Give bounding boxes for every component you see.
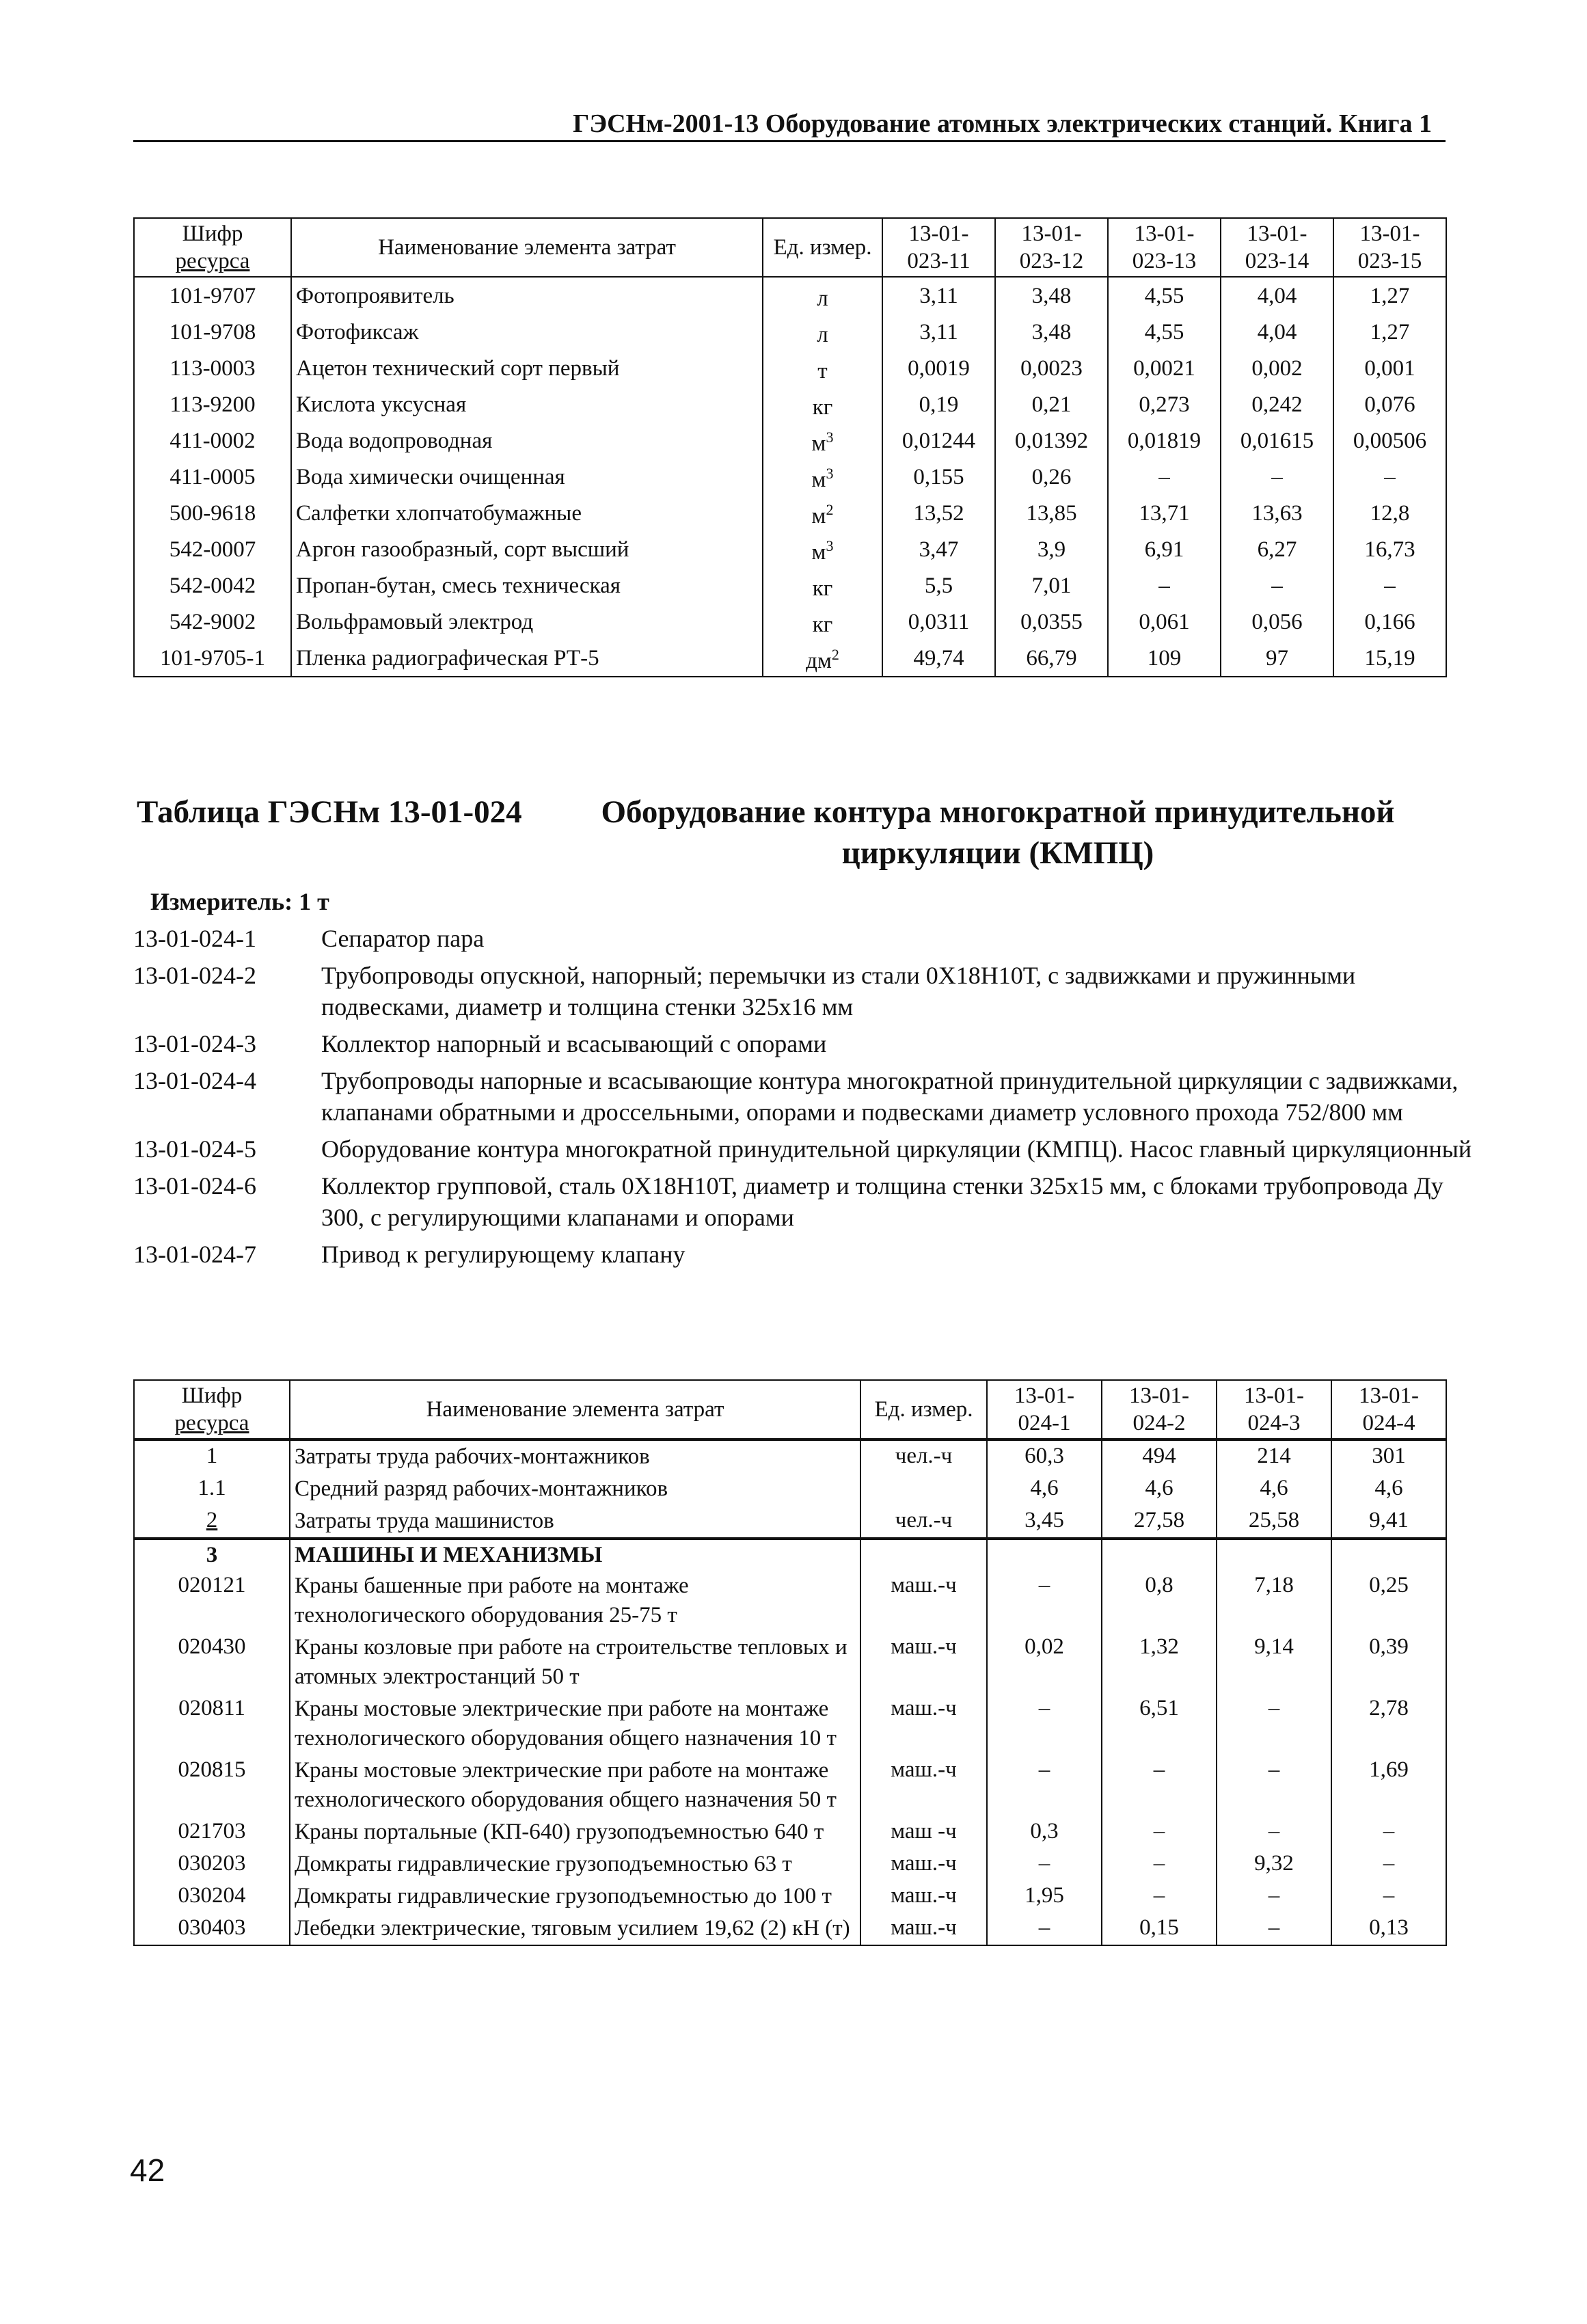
cell-value: – <box>1333 459 1446 495</box>
cell-value: 0,3 <box>987 1816 1102 1848</box>
cell-value: 0,001 <box>1333 350 1446 386</box>
col-header-023-12: 13-01- 023-12 <box>995 218 1108 277</box>
cell-code: 542-0007 <box>134 531 291 567</box>
item-text: Коллектор групповой, сталь 0Х18Н10Т, диаметр и толщина стенки 325х15 мм, с блоками трубопровода Ду 300, с регулирующими клапанами и опорами <box>321 1172 1443 1231</box>
cell-value: 0,273 <box>1108 386 1221 422</box>
table-row <box>134 386 1446 422</box>
cell-value: 27,58 <box>1102 1505 1217 1539</box>
cell-code: 1 <box>134 1440 290 1473</box>
cell-code: 101-9708 <box>134 314 291 350</box>
cell-unit <box>763 277 882 314</box>
cell-value: 13,52 <box>882 495 995 531</box>
cell-value: 0,0021 <box>1108 350 1221 386</box>
cell-unit: маш.-ч <box>860 1755 987 1816</box>
cell-unit <box>763 640 882 677</box>
cell-value: 9,32 <box>1217 1848 1331 1880</box>
item-code: 13-01-024-5 <box>133 1135 256 1163</box>
cell-unit: маш.-ч <box>860 1913 987 1945</box>
item-code: 13-01-024-2 <box>133 962 256 989</box>
cell-value: 0,02 <box>987 1632 1102 1693</box>
cell-value: 25,58 <box>1217 1505 1331 1539</box>
cell-value: – <box>1102 1755 1217 1816</box>
cell-value: 0,0023 <box>995 350 1108 386</box>
cell-value: 0,13 <box>1331 1913 1446 1945</box>
cell-value: 12,8 <box>1333 495 1446 531</box>
cell-unit <box>763 386 882 422</box>
cell-name: Лебедки электрические, тяговым усилием 19,62 (2) кН (т) <box>290 1913 860 1945</box>
cell-name: Пленка радиографическая РТ-5 <box>291 640 763 677</box>
table-row <box>134 567 1446 604</box>
empty-cell <box>987 1539 1102 1570</box>
running-header <box>133 106 1446 142</box>
cell-value: 3,9 <box>995 531 1108 567</box>
cell-value: 0,15 <box>1102 1913 1217 1945</box>
unit-base: м <box>811 540 826 565</box>
cell-value: – <box>1217 1880 1331 1913</box>
item-list <box>133 923 1473 1275</box>
cell-code: 101-9705-1 <box>134 640 291 677</box>
unit-base: л <box>817 286 828 311</box>
cell-value: 0,056 <box>1221 604 1333 640</box>
cell-name: Краны портальные (КП-640) грузоподъемностью 640 т <box>290 1816 860 1848</box>
cell-name: Пропан-бутан, смесь техническая <box>291 567 763 604</box>
resource-table-023 <box>133 217 1447 677</box>
table-row <box>134 1505 1446 1539</box>
cell-value: 6,51 <box>1102 1693 1217 1755</box>
table-row <box>134 1440 1446 1473</box>
cell-code: 030204 <box>134 1880 290 1913</box>
cell-name: Краны мостовые электрические при работе на монтаже технологического оборудования общего назначения 50 т <box>290 1755 860 1816</box>
cell-value: 0,061 <box>1108 604 1221 640</box>
col-header-024-1: 13-01- 024-1 <box>987 1380 1102 1440</box>
cell-value: 5,5 <box>882 567 995 604</box>
unit-base: т <box>817 359 828 383</box>
cell-value: 97 <box>1221 640 1333 677</box>
cell-value: 4,6 <box>1217 1473 1331 1505</box>
table-row <box>134 1473 1446 1505</box>
unit-exponent: 3 <box>826 537 834 554</box>
cell-value: – <box>1331 1816 1446 1848</box>
cell-value: 4,6 <box>987 1473 1102 1505</box>
table-header-row <box>134 1380 1446 1440</box>
cell-unit <box>763 314 882 350</box>
cell-value: – <box>1108 567 1221 604</box>
cell-value: 4,04 <box>1221 314 1333 350</box>
cell-code: 020815 <box>134 1755 290 1816</box>
table-row <box>134 350 1446 386</box>
table-row <box>134 1880 1446 1913</box>
cell-code: 020430 <box>134 1632 290 1693</box>
cell-value: 4,55 <box>1108 277 1221 314</box>
cell-name: Домкраты гидравлические грузоподъемностью до 100 т <box>290 1880 860 1913</box>
cell-value: 0,01244 <box>882 422 995 459</box>
cell-value: 2,78 <box>1331 1693 1446 1755</box>
item-text: Трубопроводы напорные и всасывающие контура многократной принудительной циркуляции с задвижками, клапанами обратными и дроссельными, опорами и подвесками диаметр условного прохода 752/800 мм <box>321 1067 1459 1126</box>
list-item <box>133 1028 1473 1059</box>
unit-exponent: 2 <box>831 646 839 663</box>
cell-value: 0,0355 <box>995 604 1108 640</box>
cell-value: 0,00506 <box>1333 422 1446 459</box>
list-item <box>133 1133 1473 1165</box>
cell-code: 113-0003 <box>134 350 291 386</box>
col-header-023-15: 13-01- 023-15 <box>1333 218 1446 277</box>
empty-cell <box>1102 1539 1217 1570</box>
cell-name: Вода химически очищенная <box>291 459 763 495</box>
unit-exponent: 3 <box>826 429 834 446</box>
col-header-024-4: 13-01- 024-4 <box>1331 1380 1446 1440</box>
cell-value: 3,11 <box>882 277 995 314</box>
col-header-unit: Ед. измер. <box>763 218 882 277</box>
cell-value: 0,242 <box>1221 386 1333 422</box>
cell-value: 0,8 <box>1102 1570 1217 1632</box>
cell-value: – <box>1102 1848 1217 1880</box>
col-header-code: Шифр ресурса <box>134 218 291 277</box>
table-row <box>134 531 1446 567</box>
cell-unit <box>763 495 882 531</box>
cell-name: Фотофиксаж <box>291 314 763 350</box>
cell-unit: маш.-ч <box>860 1880 987 1913</box>
header-title: ГЭСНм-2001-13 Оборудование атомных электрических станций. Книга 1 <box>573 109 1432 138</box>
cell-unit <box>763 604 882 640</box>
cell-value: 3,48 <box>995 277 1108 314</box>
table-row <box>134 1913 1446 1945</box>
table-row <box>134 1570 1446 1632</box>
item-text: Оборудование контура многократной принудительной циркуляции (КМПЦ). Насос главный циркуляционный <box>321 1135 1472 1163</box>
col-header-code: Шифр ресурса <box>134 1380 290 1440</box>
cell-value: 60,3 <box>987 1440 1102 1473</box>
cell-value: 0,0311 <box>882 604 995 640</box>
cell-value: 494 <box>1102 1440 1217 1473</box>
measure-label: Измеритель: <box>150 888 293 915</box>
item-text: Привод к регулирующему клапану <box>321 1241 686 1268</box>
unit-base: кг <box>812 576 833 601</box>
col-header-023-11: 13-01- 023-11 <box>882 218 995 277</box>
cell-value: – <box>987 1848 1102 1880</box>
cell-value: 0,01392 <box>995 422 1108 459</box>
table-row <box>134 422 1446 459</box>
cell-code: 411-0002 <box>134 422 291 459</box>
cell-name: Затраты труда рабочих-монтажников <box>290 1440 860 1473</box>
table-row <box>134 314 1446 350</box>
cell-value: 13,71 <box>1108 495 1221 531</box>
col-header-024-3: 13-01- 024-3 <box>1217 1380 1331 1440</box>
cell-value: 4,04 <box>1221 277 1333 314</box>
cell-code: 542-0042 <box>134 567 291 604</box>
list-item <box>133 1065 1473 1128</box>
col-header-024-2: 13-01- 024-2 <box>1102 1380 1217 1440</box>
cell-unit: маш -ч <box>860 1816 987 1848</box>
item-code: 13-01-024-4 <box>133 1067 256 1094</box>
cell-unit <box>763 459 882 495</box>
cell-value: 6,91 <box>1108 531 1221 567</box>
table-title-text: Оборудование контура многократной принудительной циркуляции (КМПЦ) <box>601 794 1395 871</box>
cell-code: 113-9200 <box>134 386 291 422</box>
section-row <box>134 1539 1446 1570</box>
table-row <box>134 1755 1446 1816</box>
item-code: 13-01-024-3 <box>133 1030 256 1057</box>
cell-value: – <box>1108 459 1221 495</box>
table-title-label: Таблица ГЭСНм 13-01-024 <box>137 794 522 830</box>
empty-cell <box>1331 1539 1446 1570</box>
cell-name: Вольфрамовый электрод <box>291 604 763 640</box>
cell-value: 7,18 <box>1217 1570 1331 1632</box>
table-row <box>134 1632 1446 1693</box>
empty-cell <box>860 1539 987 1570</box>
table-row <box>134 495 1446 531</box>
cell-value: 9,14 <box>1217 1632 1331 1693</box>
table-title <box>137 792 1449 874</box>
item-code: 13-01-024-1 <box>133 925 256 952</box>
cell-name: Салфетки хлопчатобумажные <box>291 495 763 531</box>
cell-value: 4,6 <box>1102 1473 1217 1505</box>
cell-code: 030403 <box>134 1913 290 1945</box>
cell-code: 030203 <box>134 1848 290 1880</box>
cell-value: 1,95 <box>987 1880 1102 1913</box>
col-header-023-14: 13-01- 023-14 <box>1221 218 1333 277</box>
cell-code: 2 <box>134 1505 290 1539</box>
cell-value: – <box>1221 459 1333 495</box>
cell-name: Затраты труда машинистов <box>290 1505 860 1539</box>
cell-value: – <box>987 1755 1102 1816</box>
cell-unit: чел.-ч <box>860 1505 987 1539</box>
cell-value: – <box>1333 567 1446 604</box>
cell-value: 3,11 <box>882 314 995 350</box>
cell-value: – <box>1217 1693 1331 1755</box>
unit-base: кг <box>812 395 833 420</box>
col-header-name: Наименование элемента затрат <box>290 1380 860 1440</box>
cell-unit: чел.-ч <box>860 1440 987 1473</box>
resource-table-024 <box>133 1379 1447 1946</box>
cell-name: Ацетон технический сорт первый <box>291 350 763 386</box>
cell-name: Кислота уксусная <box>291 386 763 422</box>
cell-code: 542-9002 <box>134 604 291 640</box>
cell-value: – <box>1217 1755 1331 1816</box>
cell-unit: маш.-ч <box>860 1693 987 1755</box>
list-item <box>133 1239 1473 1270</box>
cell-value: 0,166 <box>1333 604 1446 640</box>
cell-code: 020811 <box>134 1693 290 1755</box>
cell-value: – <box>987 1570 1102 1632</box>
list-item <box>133 923 1473 954</box>
cell-value: 16,73 <box>1333 531 1446 567</box>
item-code: 13-01-024-7 <box>133 1241 256 1268</box>
cell-value: 13,85 <box>995 495 1108 531</box>
table-row <box>134 277 1446 314</box>
table-row <box>134 640 1446 677</box>
cell-value: 0,002 <box>1221 350 1333 386</box>
cell-value: – <box>1221 567 1333 604</box>
table-row <box>134 459 1446 495</box>
cell-value: 9,41 <box>1331 1505 1446 1539</box>
cell-value: – <box>1217 1816 1331 1848</box>
cell-code: 021703 <box>134 1816 290 1848</box>
unit-base: м <box>811 504 826 528</box>
cell-unit <box>763 567 882 604</box>
list-item <box>133 960 1473 1023</box>
cell-unit: маш.-ч <box>860 1632 987 1693</box>
cell-value: 0,01615 <box>1221 422 1333 459</box>
cell-name: Вода водопроводная <box>291 422 763 459</box>
cell-value: 3,48 <box>995 314 1108 350</box>
unit-exponent: 2 <box>826 501 834 518</box>
section-title: МАШИНЫ И МЕХАНИЗМЫ <box>290 1539 860 1570</box>
cell-value: 15,19 <box>1333 640 1446 677</box>
unit-base: дм <box>806 649 832 673</box>
cell-name: Средний разряд рабочих-монтажников <box>290 1473 860 1505</box>
unit-base: м <box>811 431 826 456</box>
page-number: 42 <box>130 2152 165 2188</box>
col-header-023-13: 13-01- 023-13 <box>1108 218 1221 277</box>
item-text: Коллектор напорный и всасывающий с опорами <box>321 1030 827 1057</box>
table-row <box>134 1693 1446 1755</box>
cell-value: 0,26 <box>995 459 1108 495</box>
table-row <box>134 1816 1446 1848</box>
cell-value: 1,27 <box>1333 277 1446 314</box>
cell-value: – <box>1102 1880 1217 1913</box>
cell-value: 4,55 <box>1108 314 1221 350</box>
cell-value: – <box>1331 1880 1446 1913</box>
cell-code: 101-9707 <box>134 277 291 314</box>
cell-unit <box>860 1473 987 1505</box>
cell-code: 020121 <box>134 1570 290 1632</box>
cell-code: 500-9618 <box>134 495 291 531</box>
cell-value: 7,01 <box>995 567 1108 604</box>
col-header-unit: Ед. измер. <box>860 1380 987 1440</box>
cell-value: 0,155 <box>882 459 995 495</box>
col-header-name: Наименование элемента затрат <box>291 218 763 277</box>
cell-value: 0,39 <box>1331 1632 1446 1693</box>
list-item <box>133 1170 1473 1233</box>
cell-value: 3,47 <box>882 531 995 567</box>
empty-cell <box>1217 1539 1331 1570</box>
table-row <box>134 604 1446 640</box>
cell-value: 0,0019 <box>882 350 995 386</box>
cell-value: 1,27 <box>1333 314 1446 350</box>
cell-value: 6,27 <box>1221 531 1333 567</box>
section-code: 3 <box>134 1539 290 1570</box>
cell-value: – <box>1331 1848 1446 1880</box>
item-text: Трубопроводы опускной, напорный; перемычки из стали 0Х18Н10Т, с задвижками и пружинными подвесками, диаметр и толщина стенки 325х16 мм <box>321 962 1356 1021</box>
cell-name: Краны башенные при работе на монтаже технологического оборудования 25-75 т <box>290 1570 860 1632</box>
cell-value: 3,45 <box>987 1505 1102 1539</box>
cell-value: 214 <box>1217 1440 1331 1473</box>
cell-value: 1,69 <box>1331 1755 1446 1816</box>
cell-name: Фотопроявитель <box>291 277 763 314</box>
cell-value: 4,6 <box>1331 1473 1446 1505</box>
table-header-row <box>134 218 1446 277</box>
cell-value: 301 <box>1331 1440 1446 1473</box>
table-row <box>134 1848 1446 1880</box>
cell-unit <box>763 350 882 386</box>
cell-code: 411-0005 <box>134 459 291 495</box>
cell-value: 0,01819 <box>1108 422 1221 459</box>
cell-unit <box>763 422 882 459</box>
cell-value: 49,74 <box>882 640 995 677</box>
measure-line <box>150 887 329 916</box>
unit-base: м <box>811 468 826 492</box>
cell-value: – <box>987 1913 1102 1945</box>
cell-value: 0,25 <box>1331 1570 1446 1632</box>
item-text: Сепаратор пара <box>321 925 485 952</box>
unit-base: кг <box>812 612 833 637</box>
cell-value: – <box>987 1693 1102 1755</box>
cell-value: 0,076 <box>1333 386 1446 422</box>
cell-value: 109 <box>1108 640 1221 677</box>
cell-value: 0,21 <box>995 386 1108 422</box>
cell-value: 66,79 <box>995 640 1108 677</box>
cell-value: – <box>1217 1913 1331 1945</box>
measure-value: 1 т <box>299 888 329 915</box>
cell-name: Домкраты гидравлические грузоподъемностью 63 т <box>290 1848 860 1880</box>
unit-base: л <box>817 323 828 347</box>
unit-exponent: 3 <box>826 465 834 482</box>
cell-value: 0,19 <box>882 386 995 422</box>
cell-name: Краны козловые при работе на строительстве тепловых и атомных электростанций 50 т <box>290 1632 860 1693</box>
cell-value: 13,63 <box>1221 495 1333 531</box>
cell-name: Краны мостовые электрические при работе на монтаже технологического оборудования общего назначения 10 т <box>290 1693 860 1755</box>
cell-unit: маш.-ч <box>860 1848 987 1880</box>
cell-value: 1,32 <box>1102 1632 1217 1693</box>
cell-unit <box>763 531 882 567</box>
item-code: 13-01-024-6 <box>133 1172 256 1200</box>
cell-code: 1.1 <box>134 1473 290 1505</box>
cell-value: – <box>1102 1816 1217 1848</box>
cell-name: Аргон газообразный, сорт высший <box>291 531 763 567</box>
cell-unit: маш.-ч <box>860 1570 987 1632</box>
